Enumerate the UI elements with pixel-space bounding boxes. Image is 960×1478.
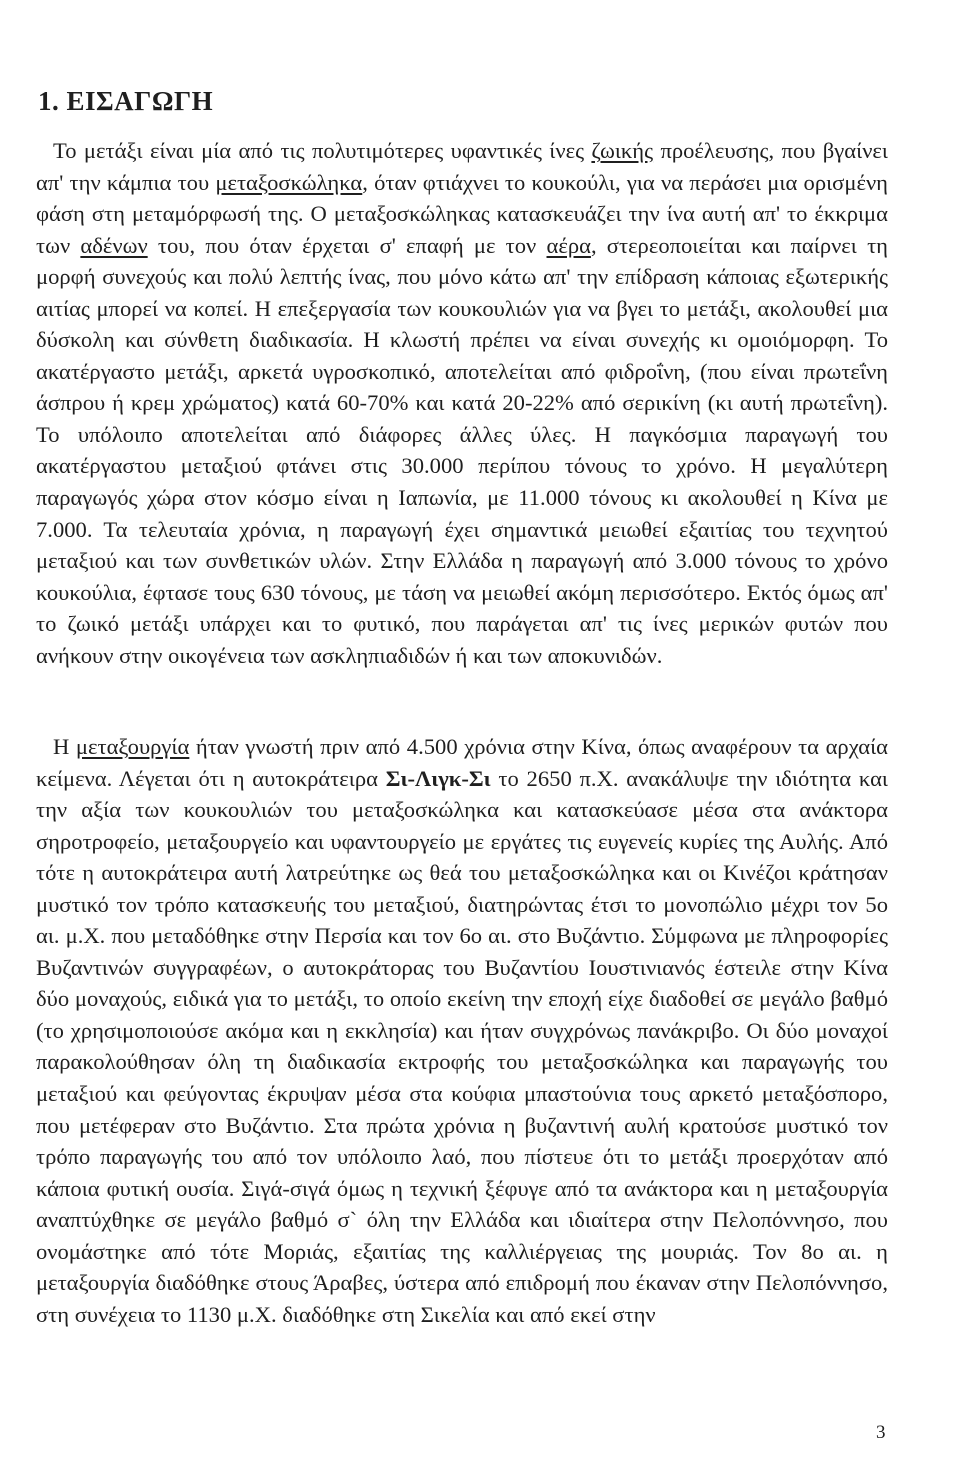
page-number: 3 [876, 1422, 886, 1443]
hyperlink-metaxourgia[interactable]: μεταξουργία [75, 734, 190, 759]
text-run: προέλευσης, που βγαίνει απ' την κάμπια του [36, 138, 888, 195]
text-run: Η [53, 734, 76, 759]
text-run: ήταν γνωστή πριν από 4.500 χρόνια στην Κίνα, όπως αναφέρουν τα αρχαία κείμενα. Λέγεται ότι η αυτοκράτειρα [36, 734, 888, 791]
paragraph-introduction [36, 135, 888, 671]
text-run: το 2650 π.Χ. ανακάλυψε την ιδιότητα και την αξία των κουκουλιών του μεταξοσκώληκα και κατασκεύασε μέσα στα ανάκτορα σηροτροφείο, μεταξουργείο και υφαντουργείο με εργάτες τις ευγενείς κυρίες της Αυλής. Από τότε η αυτοκράτειρα αυτή λατρεύτηκε ως θεά του μεταξοσκώληκα και οι Κινέζοι κράτησαν μυστικό τον τρόπο κατασκευής του μεταξιού, διατηρώντας έτσι το μονοπώλιο μέχρι τον 5ο αι. μ.Χ. που μεταδόθηκε στην Περσία και τον 6ο αι. στο Βυζάντιο. Σύμφωνα με πληροφορίες Βυζαντινών συγγραφέων, ο αυτοκράτορας του Βυζαντίου Ιουστινιανός έστειλε στην Κίνα δύο μοναχούς, ειδικά για το μετάξι, το οποίο εκείνη την εποχή είχε διαδοθεί σε μεγάλο βαθμό (το χρησιμοποιούσε ακόμα και η εκκλησία) και ήταν συγχρόνως πανάκριβο. Οι δύο μοναχοί παρακολούθησαν όλη τη διαδικασία εκτροφής του μεταξοσκώληκα και παραγωγής του μεταξιού και φεύγοντας έκρυψαν μέσα στα κούφια μπαστούνια τους αρκετό μεταξόσπορο, που μετέφεραν στο Βυζάντιο. Στα πρώτα χρόνια η βυζαντινή αυλή κρατούσε μυστικό τον τρόπο παραγωγής του από τον υπόλοιπο λαό, που πίστευε ότι το μετάξι προερχόταν από κάποια φυτική ουσία. Σιγά-σιγά όμως η τεχνική ξέφυγε από τα ανάκτορα και η μεταξουργία αναπτύχθηκε σε μεγάλο βαθμό σ` όλη την Ελλάδα και ιδιαίτερα στην Πελοπόννησο, που ονομάστηκε από τότε Μοριάς, εξαιτίας της καλλιέργειας της μουριάς. Τον 8ο αι. η μεταξουργία διαδόθηκε στους Άραβες, ύστερα από επιδρομή που έκαναν στην Πελοπόννησο, στη συνέχεια το 1130 μ.Χ. διαδόθηκε στη Σικελία και από εκεί στην [36, 765, 888, 1327]
text-run: Το μετάξι είναι μία από τις πολυτιμότερες υφαντικές ίνες [53, 138, 592, 163]
emphasis-empress-name: Σι-Λιγκ-Σι [385, 765, 491, 791]
text-run: , όταν φτιάχνει το κουκούλι, για να περάσει μια ορισμένη φάση στη μεταμόρφωσή της. Ο μεταξοσκώληκας κατασκευάζει την ίνα αυτή απ' το έκκριμα των [36, 169, 888, 258]
hyperlink-adenon[interactable]: αδένων [80, 232, 148, 258]
text-run: , στερεοποιείται και παίρνει τη μορφή συνεχούς και πολύ λεπτής ίνας, που μόνο κάτω απ' την επίδραση κάποιας εξωτερικής αιτίας μπορεί να κοπεί. Η επεξεργασία των κουκουλιών για να βγει το μετάξι, ακολουθεί μια δύσκολη και σύνθετη διαδικασία. Η κλωστή πρέπει να είναι συνεχής κι ομοιόμορφη. Το ακατέργαστο μετάξι, αρκετά υγροσκοπικό, αποτελείται από φιδροΐνη, (που είναι πρωτεΐνη άσπρου ή κρεμ χρώματος) κατά 60-70% και κατά 20-22% από σερικίνη (κι αυτή πρωτεΐνη). Το υπόλοιπο αποτελείται από διάφορες άλλες ύλες. Η παγκόσμια παραγωγή του ακατέργαστου μεταξιού φτάνει στις 30.000 περίπου τόνους το χρόνο. Η μεγαλύτερη παραγωγός χώρα στον κόσμο είναι η Ιαπωνία, με 11.000 τόνους κι ακολουθεί η Κίνα με 7.000. Τα τελευταία χρόνια, η παραγωγή έχει σημαντικά μειωθεί εξαιτίας του τεχνητού μεταξιού και των συνθετικών υλών. Στην Ελλάδα η παραγωγή από 3.000 τόνους το χρόνο κουκούλια, έφτασε τους 630 τόνους, με τάση να μειωθεί ακόμη περισσότερο. Εκτός όμως απ' το ζωικό μετάξι υπάρχει και το φυτικό, που παράγεται απ' τις ίνες μερικών φυτών που ανήκουν στην οικογένεια των ασκληπιαδιδών ή και των αποκυνιδών. [36, 232, 888, 668]
hyperlink-zoikis[interactable]: ζωικής [591, 138, 654, 163]
section-heading: 1. ΕΙΣΑΓΩΓΗ [38, 86, 214, 116]
hyperlink-metaxoskolika[interactable]: μεταξοσκώληκα [215, 169, 363, 195]
paragraph-history [36, 731, 888, 1330]
text-run: του, που όταν έρχεται σ' επαφή με τον [147, 232, 547, 258]
hyperlink-aera[interactable]: αέρα [546, 232, 591, 258]
